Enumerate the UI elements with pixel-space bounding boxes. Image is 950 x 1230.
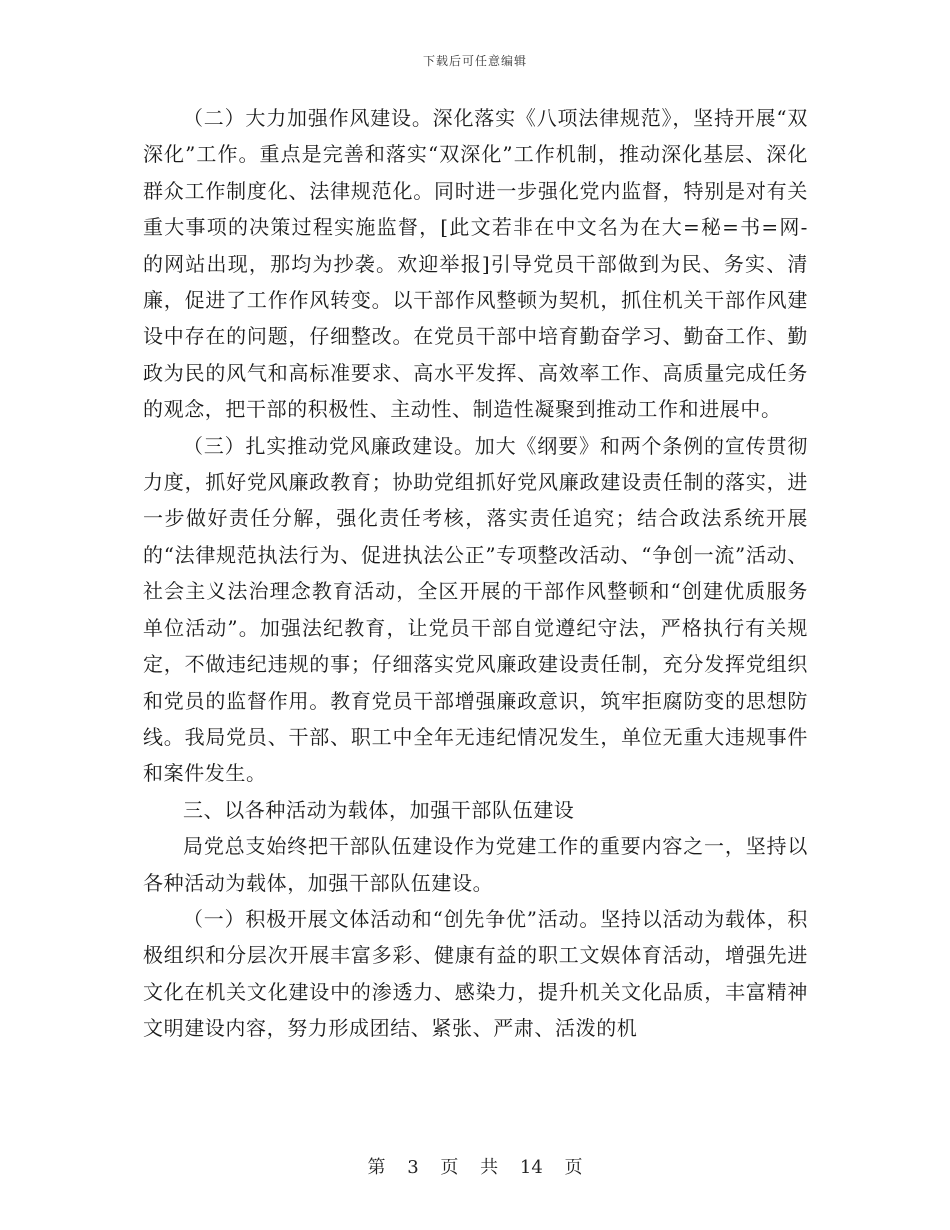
paragraph-style-building: （二）大力加强作风建设。深化落实《八项法律规范》，坚持开展“双深化”工作。重点是完善和落实“双深化”工作机制，推动深化基层、深化群众工作制度化、法律规范化。同时进一步强化党内监督，特别是对有关重大事项的决策过程实施监督，[此文若非在中文名为在大=秘=书=网-的网站出现，那均为抄袭。欢迎举报]引导党员干部做到为民、务实、清廉，促进了工作作风转变。以干部作风整顿为契机，抓住机关干部作风建设中存在的问题，仔细整改。在党员干部中培育勤奋学习、勤奋工作、勤政为民的风气和高标准要求、高水平发挥、高效率工作、高质量完成任务的观念，把干部的积极性、主动性、制造性凝聚到推动工作和进展中。 [143, 106, 808, 422]
footer-prefix: 第 [367, 1157, 386, 1178]
page-number-total: 14 [519, 1157, 543, 1178]
paragraph-clean-governance: （三）扎实推动党风廉政建设。加大《纲要》和两个条例的宣传贯彻力度，抓好党风廉政教育；协助党组抓好党风廉政建设责任制的落实，进一步做好责任分解，强化责任考核，落实责任追究；结合政法系统开展的“法律规范执法行为、促进执法公正”专项整改活动、“争创一流”活动、社会主义法治理念教育活动，全区开展的干部作风整顿和“创建优质服务单位活动”。加强法纪教育，让党员干部自觉遵纪守法，严格执行有关规定，不做违纪违规的事；仔细落实党风廉政建设责任制，充分发挥党组织和党员的监督作用。教育党员干部增强廉政意识，筑牢拒腐防变的思想防线。我局党员、干部、职工中全年无违纪情况发生，单位无重大违规事件和案件发生。 [143, 433, 808, 786]
document-body [143, 100, 808, 1047]
page-footer [0, 1153, 950, 1179]
page-header: 下载后可任意编辑 [422, 54, 527, 68]
footer-page-word: 页 [440, 1157, 459, 1178]
footer-total-word: 共 [480, 1157, 499, 1178]
paragraph-team-building: 局党总支始终把干部队伍建设作为党建工作的重要内容之一，坚持以各种活动为载体，加强干部队伍建设。 [143, 834, 808, 895]
section-heading-three: 三、以各种活动为载体，加强干部队伍建设 [183, 797, 575, 822]
page-number-current: 3 [407, 1157, 419, 1178]
paragraph-cultural-activities: （一）积极开展文体活动和“创先争优”活动。坚持以活动为载体，积极组织和分层次开展丰富多彩、健康有益的职工文娱体育活动，增强先进文化在机关文化建设中的渗透力、感染力，提升机关文化品质，丰富精神文明建设内容，努力形成团结、紧张、严肃、活泼的机 [143, 906, 808, 1041]
footer-suffix: 页 [564, 1157, 583, 1178]
